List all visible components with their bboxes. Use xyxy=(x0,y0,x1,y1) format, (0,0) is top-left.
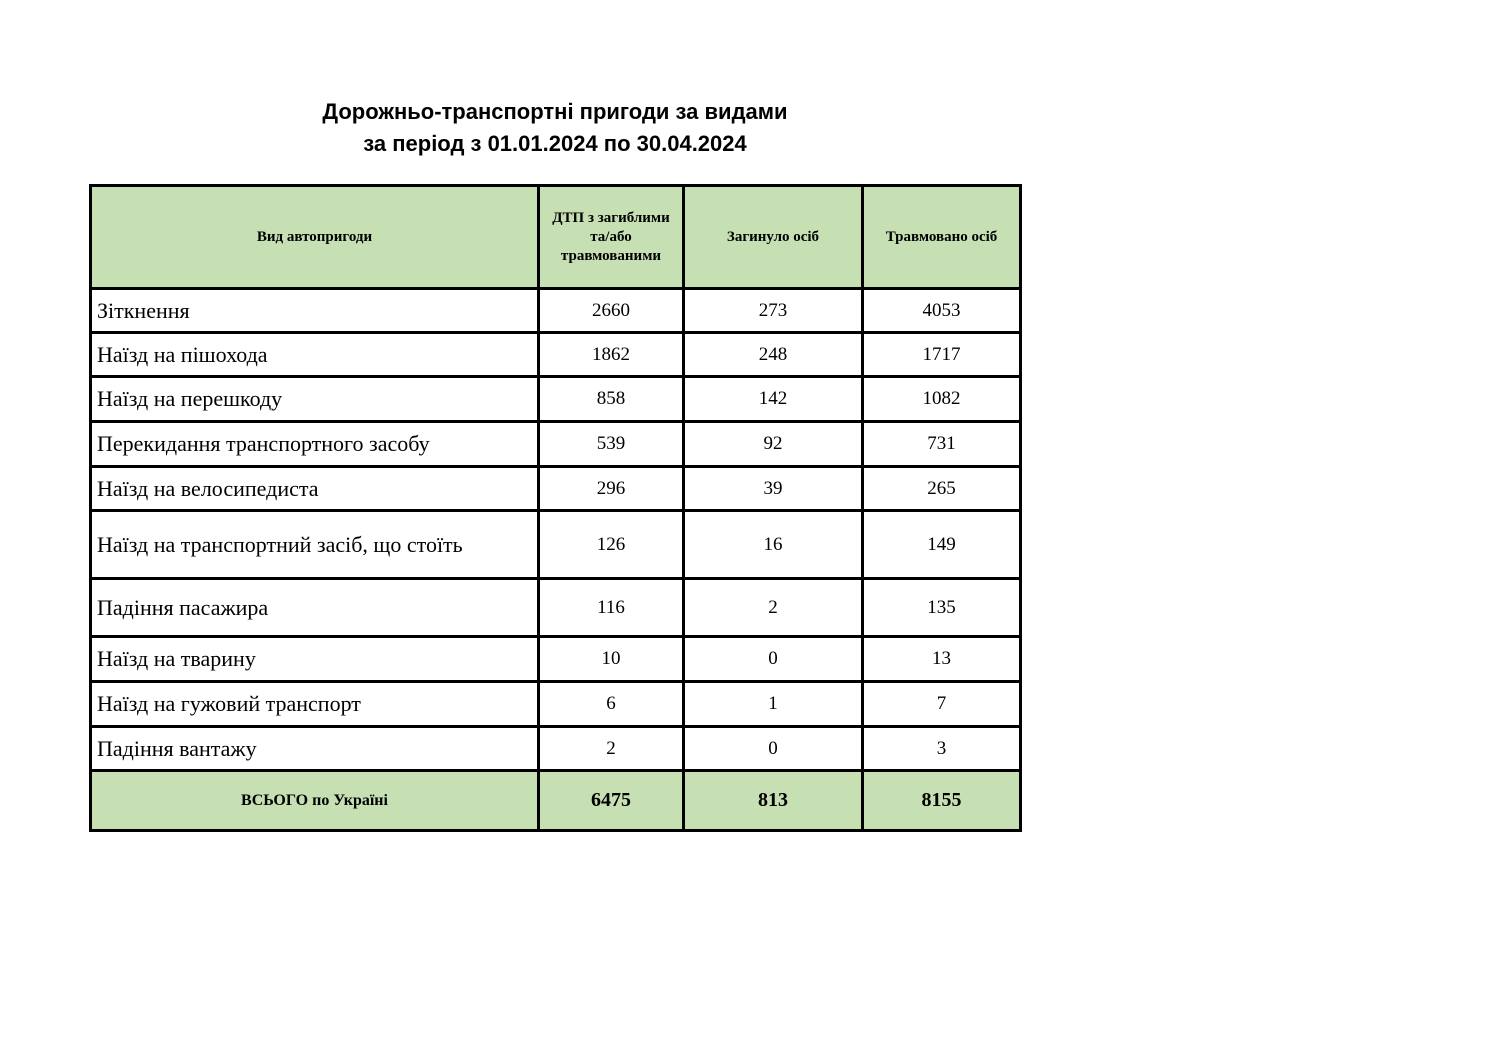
table-row xyxy=(91,289,1021,333)
report-title-line2: за період з 01.01.2024 по 30.04.2024 xyxy=(363,131,747,156)
row-injured: 4053 xyxy=(863,289,1021,333)
row-name: Наїзд на гужовий транспорт xyxy=(91,682,539,727)
row-name: Падіння вантажу xyxy=(91,727,539,771)
table-row xyxy=(91,727,1021,771)
row-accidents: 539 xyxy=(539,422,684,467)
total-row xyxy=(91,771,1021,831)
header-killed: Загинуло осіб xyxy=(684,186,863,289)
row-name: Наїзд на тварину xyxy=(91,637,539,682)
total-killed: 813 xyxy=(684,771,863,831)
row-killed: 248 xyxy=(684,333,863,377)
row-injured: 1717 xyxy=(863,333,1021,377)
report-title xyxy=(200,96,910,160)
row-killed: 2 xyxy=(684,579,863,637)
row-name: Наїзд на велосипедиста xyxy=(91,467,539,511)
row-killed: 16 xyxy=(684,511,863,579)
table-row xyxy=(91,637,1021,682)
row-accidents: 6 xyxy=(539,682,684,727)
total-label: ВСЬОГО по Україні xyxy=(91,771,539,831)
total-injured: 8155 xyxy=(863,771,1021,831)
row-injured: 265 xyxy=(863,467,1021,511)
row-killed: 142 xyxy=(684,377,863,422)
row-killed: 1 xyxy=(684,682,863,727)
row-name: Наїзд на перешкоду xyxy=(91,377,539,422)
row-accidents: 126 xyxy=(539,511,684,579)
header-accidents-count: ДТП з загиблими та/або травмованими xyxy=(539,186,684,289)
row-name: Наїзд на транспортний засіб, що стоїть xyxy=(91,511,539,579)
row-accidents: 296 xyxy=(539,467,684,511)
table-row xyxy=(91,333,1021,377)
row-killed: 39 xyxy=(684,467,863,511)
accidents-table xyxy=(89,184,1022,832)
row-injured: 3 xyxy=(863,727,1021,771)
row-injured: 13 xyxy=(863,637,1021,682)
row-accidents: 1862 xyxy=(539,333,684,377)
table-row xyxy=(91,377,1021,422)
row-killed: 273 xyxy=(684,289,863,333)
row-injured: 7 xyxy=(863,682,1021,727)
table-row xyxy=(91,579,1021,637)
row-name: Перекидання транспортного засобу xyxy=(91,422,539,467)
row-killed: 0 xyxy=(684,727,863,771)
row-accidents: 858 xyxy=(539,377,684,422)
row-accidents: 2 xyxy=(539,727,684,771)
table-header-row xyxy=(91,186,1021,289)
header-injured: Травмовано осіб xyxy=(863,186,1021,289)
row-name: Наїзд на пішохода xyxy=(91,333,539,377)
row-killed: 0 xyxy=(684,637,863,682)
table-row xyxy=(91,682,1021,727)
header-accident-type: Вид автопригоди xyxy=(91,186,539,289)
row-accidents: 10 xyxy=(539,637,684,682)
row-accidents: 116 xyxy=(539,579,684,637)
row-injured: 731 xyxy=(863,422,1021,467)
report-title-line1: Дорожньо-транспортні пригоди за видами xyxy=(322,99,788,124)
table-row xyxy=(91,511,1021,579)
table-row xyxy=(91,422,1021,467)
row-name: Падіння пасажира xyxy=(91,579,539,637)
total-accidents: 6475 xyxy=(539,771,684,831)
row-injured: 1082 xyxy=(863,377,1021,422)
row-injured: 135 xyxy=(863,579,1021,637)
row-killed: 92 xyxy=(684,422,863,467)
row-injured: 149 xyxy=(863,511,1021,579)
row-name: Зіткнення xyxy=(91,289,539,333)
table-row xyxy=(91,467,1021,511)
row-accidents: 2660 xyxy=(539,289,684,333)
